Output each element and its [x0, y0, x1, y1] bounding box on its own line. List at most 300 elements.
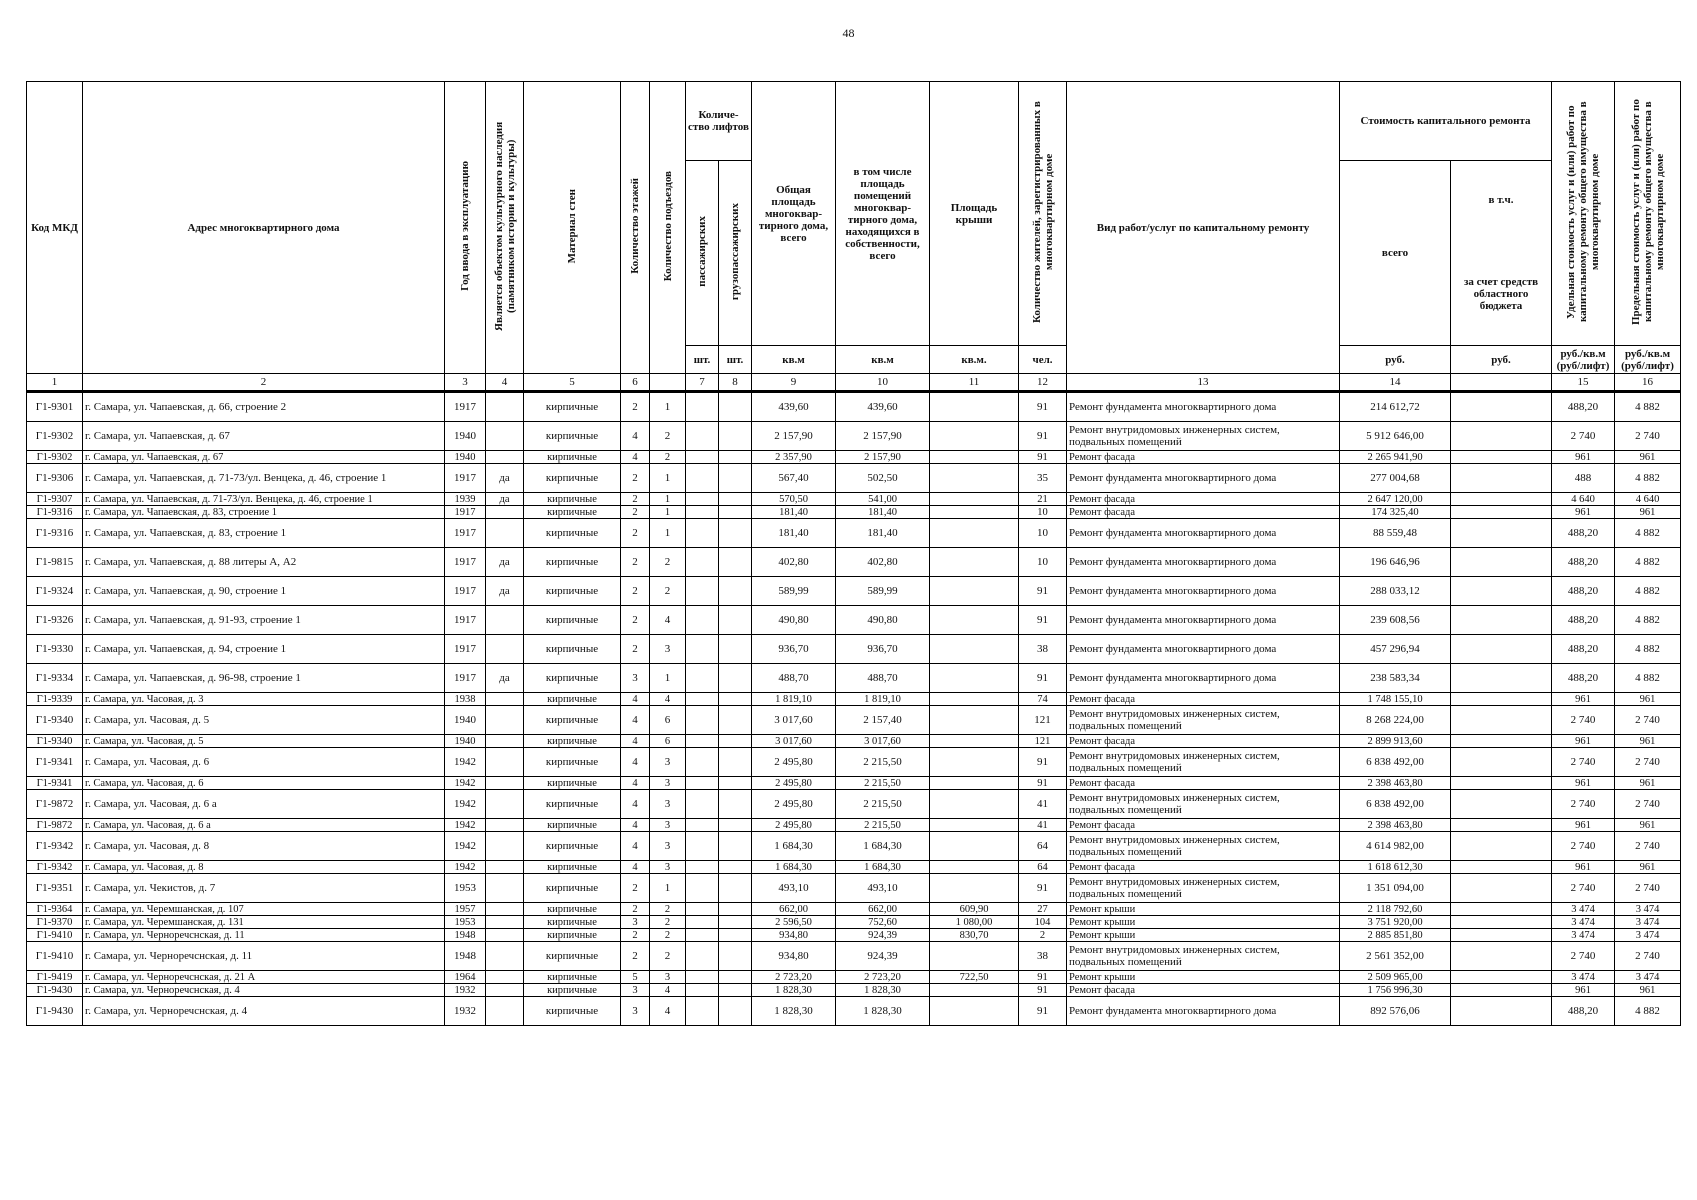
- capital-repair-table: [26, 81, 1681, 1026]
- row-cost-regional: [1451, 861, 1552, 874]
- row-code: Г1-9326: [27, 606, 83, 635]
- row-material: кирпичные: [524, 606, 621, 635]
- header-cost-total: всего: [1340, 160, 1451, 345]
- row-code: Г1-9872: [27, 790, 83, 819]
- row-cost-total: 457 296,94: [1340, 635, 1451, 664]
- row-code: Г1-9430: [27, 997, 83, 1026]
- row-work-type: Ремонт фасада: [1067, 819, 1340, 832]
- row-limit-cost: 4 640: [1615, 493, 1681, 506]
- header-code: Код МКД: [27, 82, 83, 374]
- row-cost-regional: [1451, 777, 1552, 790]
- header-total-area: Общая площадь многоквар-тирного дома, всего: [752, 82, 836, 346]
- table-row: [27, 548, 1681, 577]
- row-address: г. Самара, ул. Часовая, д. 6: [83, 777, 445, 790]
- column-number: 13: [1067, 374, 1340, 392]
- row-roof-area: [930, 493, 1019, 506]
- row-cost-regional: [1451, 819, 1552, 832]
- row-total-area: 181,40: [752, 506, 836, 519]
- row-limit-cost: 2 740: [1615, 790, 1681, 819]
- table-row: [27, 874, 1681, 903]
- header-work-type: Вид работ/услуг по капитальному ремонту: [1067, 82, 1340, 374]
- row-limit-cost: 961: [1615, 777, 1681, 790]
- header-address: Адрес многоквартирного дома: [83, 82, 445, 374]
- row-limit-cost: 4 882: [1615, 635, 1681, 664]
- row-residents: 91: [1019, 997, 1067, 1026]
- row-address: г. Самара, ул. Часовая, д. 5: [83, 735, 445, 748]
- row-limit-cost: 4 882: [1615, 664, 1681, 693]
- row-unit-cost: 488,20: [1552, 577, 1615, 606]
- row-year: 1917: [445, 464, 486, 493]
- column-number: 2: [83, 374, 445, 392]
- column-number: [1451, 374, 1552, 392]
- row-entrances: 4: [650, 606, 686, 635]
- row-year: 1932: [445, 997, 486, 1026]
- row-floors: 2: [621, 606, 650, 635]
- header-limit-cost: Предельная стоимость услуг и (или) работ по капитальному ремонту общего имущества в многоквартирном доме: [1615, 82, 1681, 346]
- column-number: 6: [621, 374, 650, 392]
- table-header: [27, 82, 1681, 392]
- row-total-area: 1 828,30: [752, 997, 836, 1026]
- row-heritage: [486, 635, 524, 664]
- row-heritage: [486, 422, 524, 451]
- row-year: 1957: [445, 903, 486, 916]
- row-residents: 41: [1019, 790, 1067, 819]
- row-code: Г1-9341: [27, 748, 83, 777]
- table-row: [27, 664, 1681, 693]
- row-cost-total: 88 559,48: [1340, 519, 1451, 548]
- row-heritage: [486, 903, 524, 916]
- table-row: [27, 861, 1681, 874]
- row-work-type: Ремонт фундамента многоквартирного дома: [1067, 577, 1340, 606]
- row-code: Г1-9410: [27, 942, 83, 971]
- row-address: г. Самара, ул. Чапаевская, д. 94, строение 1: [83, 635, 445, 664]
- row-roof-area: 609,90: [930, 903, 1019, 916]
- table-row: [27, 903, 1681, 916]
- row-cost-total: 2 899 913,60: [1340, 735, 1451, 748]
- row-unit-cost: 2 740: [1552, 706, 1615, 735]
- row-code: Г1-9334: [27, 664, 83, 693]
- row-lifts-cargo: [719, 577, 752, 606]
- row-residents: 91: [1019, 422, 1067, 451]
- row-floors: 2: [621, 506, 650, 519]
- row-roof-area: [930, 942, 1019, 971]
- row-year: 1917: [445, 577, 486, 606]
- row-cost-regional: [1451, 493, 1552, 506]
- row-roof-area: 1 080,00: [930, 916, 1019, 929]
- table-row: [27, 693, 1681, 706]
- row-cost-regional: [1451, 748, 1552, 777]
- row-year: 1917: [445, 635, 486, 664]
- row-heritage: [486, 777, 524, 790]
- row-lifts-cargo: [719, 548, 752, 577]
- column-number: 4: [486, 374, 524, 392]
- row-year: 1940: [445, 451, 486, 464]
- table-row: [27, 984, 1681, 997]
- row-cost-total: 2 647 120,00: [1340, 493, 1451, 506]
- table-row: [27, 577, 1681, 606]
- row-owned-area: 752,60: [836, 916, 930, 929]
- row-owned-area: 541,00: [836, 493, 930, 506]
- row-code: Г1-9872: [27, 819, 83, 832]
- row-total-area: 2 723,20: [752, 971, 836, 984]
- row-floors: 3: [621, 997, 650, 1026]
- row-limit-cost: 2 740: [1615, 748, 1681, 777]
- row-entrances: 3: [650, 832, 686, 861]
- row-roof-area: [930, 664, 1019, 693]
- row-limit-cost: 961: [1615, 861, 1681, 874]
- column-number: 15: [1552, 374, 1615, 392]
- header-cost: Стоимость капитального ремонта: [1340, 82, 1552, 161]
- row-lifts-cargo: [719, 392, 752, 422]
- table-row: [27, 606, 1681, 635]
- row-residents: 91: [1019, 748, 1067, 777]
- row-address: г. Самара, ул. Черемшанская, д. 107: [83, 903, 445, 916]
- row-total-area: 567,40: [752, 464, 836, 493]
- row-entrances: 3: [650, 819, 686, 832]
- row-cost-regional: [1451, 464, 1552, 493]
- column-number: 8: [719, 374, 752, 392]
- row-residents: 121: [1019, 735, 1067, 748]
- row-lifts-cargo: [719, 606, 752, 635]
- row-total-area: 439,60: [752, 392, 836, 422]
- row-lifts-passenger: [686, 819, 719, 832]
- row-owned-area: 924,39: [836, 942, 930, 971]
- row-cost-total: 2 885 851,80: [1340, 929, 1451, 942]
- row-cost-total: 239 608,56: [1340, 606, 1451, 635]
- row-entrances: 2: [650, 577, 686, 606]
- row-material: кирпичные: [524, 506, 621, 519]
- header-cost-incl: в т.ч.: [1488, 193, 1514, 206]
- row-lifts-cargo: [719, 929, 752, 942]
- row-cost-total: 1 618 612,30: [1340, 861, 1451, 874]
- row-lifts-cargo: [719, 874, 752, 903]
- row-total-area: 1 684,30: [752, 861, 836, 874]
- row-total-area: 2 495,80: [752, 790, 836, 819]
- row-cost-regional: [1451, 997, 1552, 1026]
- row-limit-cost: 4 882: [1615, 548, 1681, 577]
- row-entrances: 6: [650, 735, 686, 748]
- row-lifts-passenger: [686, 635, 719, 664]
- row-address: г. Самара, ул. Часовая, д. 6 а: [83, 819, 445, 832]
- row-year: 1917: [445, 506, 486, 519]
- row-entrances: 3: [650, 635, 686, 664]
- row-entrances: 2: [650, 451, 686, 464]
- row-year: 1953: [445, 916, 486, 929]
- row-limit-cost: 3 474: [1615, 916, 1681, 929]
- row-roof-area: [930, 519, 1019, 548]
- row-cost-regional: [1451, 790, 1552, 819]
- row-cost-total: 1 748 155,10: [1340, 693, 1451, 706]
- header-lifts-cargo: грузопассажирских: [719, 160, 752, 345]
- row-unit-cost: 488,20: [1552, 664, 1615, 693]
- row-address: г. Самара, ул. Черноречснская, д. 4: [83, 984, 445, 997]
- row-heritage: [486, 819, 524, 832]
- column-number: 11: [930, 374, 1019, 392]
- header-floors: Количество этажей: [621, 82, 650, 374]
- table-row: [27, 777, 1681, 790]
- row-unit-cost: 488: [1552, 464, 1615, 493]
- row-cost-total: 196 646,96: [1340, 548, 1451, 577]
- row-floors: 2: [621, 519, 650, 548]
- row-residents: 10: [1019, 506, 1067, 519]
- row-lifts-cargo: [719, 422, 752, 451]
- row-cost-regional: [1451, 422, 1552, 451]
- header-heritage: Является объектом культурного наследия (памятником истории и культуры): [486, 82, 524, 374]
- row-address: г. Самара, ул. Часовая, д. 5: [83, 706, 445, 735]
- row-cost-total: 8 268 224,00: [1340, 706, 1451, 735]
- table-row: [27, 832, 1681, 861]
- row-residents: 10: [1019, 548, 1067, 577]
- row-code: Г1-9340: [27, 706, 83, 735]
- row-unit-cost: 961: [1552, 984, 1615, 997]
- row-material: кирпичные: [524, 942, 621, 971]
- row-limit-cost: 961: [1615, 819, 1681, 832]
- header-year: Год ввода в эксплуатацию: [445, 82, 486, 374]
- row-residents: 38: [1019, 942, 1067, 971]
- row-total-area: 2 157,90: [752, 422, 836, 451]
- row-roof-area: [930, 735, 1019, 748]
- row-total-area: 181,40: [752, 519, 836, 548]
- row-residents: 121: [1019, 706, 1067, 735]
- row-work-type: Ремонт фундамента многоквартирного дома: [1067, 606, 1340, 635]
- row-lifts-passenger: [686, 451, 719, 464]
- column-number: 10: [836, 374, 930, 392]
- row-roof-area: [930, 706, 1019, 735]
- row-residents: 74: [1019, 693, 1067, 706]
- row-year: 1964: [445, 971, 486, 984]
- unit-rub-sqm-1: руб./кв.м (руб/лифт): [1552, 346, 1615, 374]
- row-entrances: 1: [650, 506, 686, 519]
- column-number: 16: [1615, 374, 1681, 392]
- row-total-area: 934,80: [752, 942, 836, 971]
- row-year: 1942: [445, 748, 486, 777]
- row-entrances: 1: [650, 464, 686, 493]
- row-owned-area: 924,39: [836, 929, 930, 942]
- row-code: Г1-9370: [27, 916, 83, 929]
- row-total-area: 1 684,30: [752, 832, 836, 861]
- row-lifts-cargo: [719, 903, 752, 916]
- row-year: 1948: [445, 942, 486, 971]
- row-unit-cost: 961: [1552, 451, 1615, 464]
- row-roof-area: [930, 635, 1019, 664]
- row-address: г. Самара, ул. Черноречснская, д. 11: [83, 942, 445, 971]
- row-total-area: 934,80: [752, 929, 836, 942]
- row-unit-cost: 2 740: [1552, 748, 1615, 777]
- row-cost-regional: [1451, 942, 1552, 971]
- header-residents: Количество жителей, зарегистрированных в многоквартирном доме: [1019, 82, 1067, 346]
- header-cost-regional-text: за счет средств областного бюджета: [1463, 275, 1539, 312]
- row-roof-area: [930, 392, 1019, 422]
- row-material: кирпичные: [524, 929, 621, 942]
- row-work-type: Ремонт внутридомовых инженерных систем, подвальных помещений: [1067, 832, 1340, 861]
- row-roof-area: [930, 832, 1019, 861]
- row-cost-regional: [1451, 832, 1552, 861]
- row-heritage: [486, 735, 524, 748]
- row-code: Г1-9342: [27, 832, 83, 861]
- row-residents: 2: [1019, 929, 1067, 942]
- row-material: кирпичные: [524, 519, 621, 548]
- row-limit-cost: 2 740: [1615, 832, 1681, 861]
- row-lifts-passenger: [686, 748, 719, 777]
- row-lifts-cargo: [719, 861, 752, 874]
- row-unit-cost: 488,20: [1552, 606, 1615, 635]
- row-cost-total: 1 756 996,30: [1340, 984, 1451, 997]
- row-lifts-cargo: [719, 984, 752, 997]
- row-material: кирпичные: [524, 693, 621, 706]
- row-limit-cost: 2 740: [1615, 874, 1681, 903]
- row-cost-total: 4 614 982,00: [1340, 832, 1451, 861]
- row-unit-cost: 961: [1552, 819, 1615, 832]
- row-entrances: 3: [650, 790, 686, 819]
- row-cost-total: 288 033,12: [1340, 577, 1451, 606]
- row-total-area: 2 495,80: [752, 777, 836, 790]
- row-residents: 35: [1019, 464, 1067, 493]
- row-limit-cost: 3 474: [1615, 929, 1681, 942]
- table-row: [27, 735, 1681, 748]
- row-lifts-passenger: [686, 664, 719, 693]
- row-residents: 91: [1019, 606, 1067, 635]
- row-heritage: [486, 916, 524, 929]
- row-roof-area: [930, 577, 1019, 606]
- header-cost-regional: [1451, 160, 1552, 345]
- row-cost-regional: [1451, 635, 1552, 664]
- row-cost-regional: [1451, 506, 1552, 519]
- row-work-type: Ремонт фасада: [1067, 735, 1340, 748]
- row-heritage: [486, 519, 524, 548]
- row-owned-area: 589,99: [836, 577, 930, 606]
- table-body: [27, 392, 1681, 1026]
- column-number: 5: [524, 374, 621, 392]
- row-roof-area: [930, 422, 1019, 451]
- row-limit-cost: 4 882: [1615, 392, 1681, 422]
- row-year: 1917: [445, 606, 486, 635]
- row-roof-area: [930, 548, 1019, 577]
- row-work-type: Ремонт крыши: [1067, 916, 1340, 929]
- row-entrances: 3: [650, 777, 686, 790]
- row-floors: 4: [621, 832, 650, 861]
- row-floors: 2: [621, 392, 650, 422]
- row-year: 1942: [445, 861, 486, 874]
- row-address: г. Самара, ул. Чапаевская, д. 83, строение 1: [83, 506, 445, 519]
- row-work-type: Ремонт фундамента многоквартирного дома: [1067, 664, 1340, 693]
- column-number: 14: [1340, 374, 1451, 392]
- column-number: 7: [686, 374, 719, 392]
- row-work-type: Ремонт внутридомовых инженерных систем, подвальных помещений: [1067, 874, 1340, 903]
- table-row: [27, 819, 1681, 832]
- row-floors: 4: [621, 735, 650, 748]
- row-roof-area: [930, 506, 1019, 519]
- row-residents: 10: [1019, 519, 1067, 548]
- row-heritage: [486, 832, 524, 861]
- row-lifts-cargo: [719, 693, 752, 706]
- row-unit-cost: 2 740: [1552, 790, 1615, 819]
- row-cost-total: 2 265 941,90: [1340, 451, 1451, 464]
- row-floors: 4: [621, 819, 650, 832]
- row-lifts-cargo: [719, 790, 752, 819]
- row-limit-cost: 3 474: [1615, 971, 1681, 984]
- row-cost-regional: [1451, 735, 1552, 748]
- row-floors: 4: [621, 451, 650, 464]
- row-entrances: 2: [650, 548, 686, 577]
- row-cost-regional: [1451, 706, 1552, 735]
- row-address: г. Самара, ул. Чапаевская, д. 90, строение 1: [83, 577, 445, 606]
- row-address: г. Самара, ул. Чапаевская, д. 88 литеры А, А2: [83, 548, 445, 577]
- row-limit-cost: 2 740: [1615, 706, 1681, 735]
- row-residents: 91: [1019, 392, 1067, 422]
- row-unit-cost: 2 740: [1552, 422, 1615, 451]
- row-heritage: [486, 790, 524, 819]
- row-total-area: 2 357,90: [752, 451, 836, 464]
- row-heritage: [486, 606, 524, 635]
- row-lifts-cargo: [719, 493, 752, 506]
- row-total-area: 1 828,30: [752, 984, 836, 997]
- row-work-type: Ремонт фундамента многоквартирного дома: [1067, 997, 1340, 1026]
- row-total-area: 3 017,60: [752, 706, 836, 735]
- row-lifts-passenger: [686, 874, 719, 903]
- row-lifts-passenger: [686, 422, 719, 451]
- row-cost-total: 3 751 920,00: [1340, 916, 1451, 929]
- row-cost-total: 892 576,06: [1340, 997, 1451, 1026]
- row-work-type: Ремонт фасада: [1067, 777, 1340, 790]
- table-row: [27, 706, 1681, 735]
- row-roof-area: [930, 777, 1019, 790]
- row-floors: 2: [621, 548, 650, 577]
- row-year: 1917: [445, 392, 486, 422]
- row-total-area: 2 596,50: [752, 916, 836, 929]
- column-number: 1: [27, 374, 83, 392]
- row-residents: 91: [1019, 971, 1067, 984]
- row-owned-area: 2 157,90: [836, 422, 930, 451]
- row-cost-total: 5 912 646,00: [1340, 422, 1451, 451]
- row-material: кирпичные: [524, 493, 621, 506]
- row-work-type: Ремонт фасада: [1067, 506, 1340, 519]
- row-roof-area: 722,50: [930, 971, 1019, 984]
- row-floors: 2: [621, 464, 650, 493]
- row-entrances: 4: [650, 984, 686, 997]
- row-roof-area: [930, 790, 1019, 819]
- row-owned-area: 439,60: [836, 392, 930, 422]
- row-owned-area: 2 157,40: [836, 706, 930, 735]
- row-owned-area: 936,70: [836, 635, 930, 664]
- row-year: 1917: [445, 519, 486, 548]
- row-lifts-passenger: [686, 392, 719, 422]
- row-cost-regional: [1451, 577, 1552, 606]
- row-material: кирпичные: [524, 832, 621, 861]
- row-lifts-cargo: [719, 506, 752, 519]
- row-code: Г1-9342: [27, 861, 83, 874]
- row-address: г. Самара, ул. Чекистов, д. 7: [83, 874, 445, 903]
- row-year: 1942: [445, 777, 486, 790]
- row-cost-regional: [1451, 606, 1552, 635]
- row-cost-regional: [1451, 874, 1552, 903]
- row-total-area: 488,70: [752, 664, 836, 693]
- row-unit-cost: 2 740: [1552, 832, 1615, 861]
- row-code: Г1-9302: [27, 422, 83, 451]
- row-limit-cost: 4 882: [1615, 519, 1681, 548]
- row-address: г. Самара, ул. Часовая, д. 6: [83, 748, 445, 777]
- table-row: [27, 493, 1681, 506]
- row-cost-regional: [1451, 451, 1552, 464]
- row-lifts-cargo: [719, 997, 752, 1026]
- row-heritage: [486, 693, 524, 706]
- row-year: 1932: [445, 984, 486, 997]
- row-residents: 91: [1019, 777, 1067, 790]
- row-owned-area: 181,40: [836, 519, 930, 548]
- row-material: кирпичные: [524, 422, 621, 451]
- row-code: Г1-9430: [27, 984, 83, 997]
- row-entrances: 1: [650, 519, 686, 548]
- row-residents: 91: [1019, 577, 1067, 606]
